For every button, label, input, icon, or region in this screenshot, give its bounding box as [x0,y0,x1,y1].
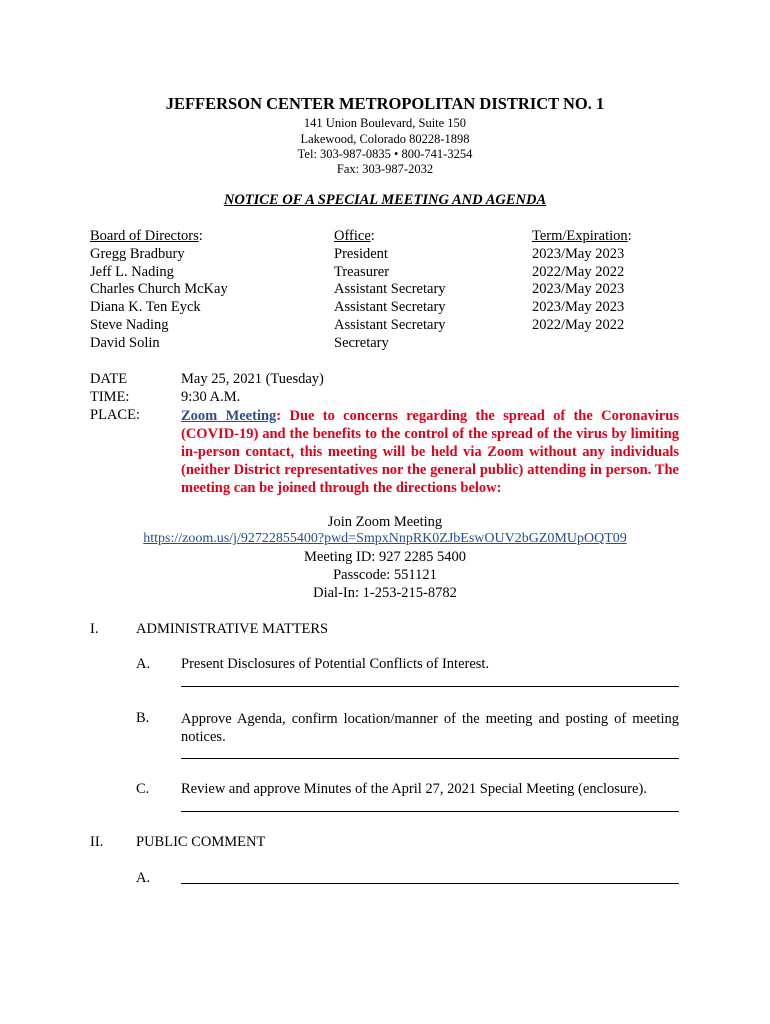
term-value: 2022/May 2022 [532,316,625,333]
office-title: Assistant Secretary [334,299,446,316]
fax: Fax: 303-987-2032 [336,162,434,176]
term-value: 2023/May 2023 [532,245,625,262]
term-value: 2022/May 2022 [532,263,625,280]
term-value: 2023/May 2023 [532,299,625,316]
office-title: President [334,245,388,262]
director-name: Steve Nading [90,316,169,333]
meeting-id: Meeting ID: 927 2285 5400 [304,549,466,565]
section-2-number: II. [90,834,104,850]
item-a-letter: A. [136,656,151,672]
address-line-2: Lakewood, Colorado 80228-1898 [300,132,470,146]
item-2a-letter: A. [136,870,151,886]
zoom-url[interactable]: https://zoom.us/j/92722855400?pwd=SmpxNnpRK0ZJbEswOUV2bGZ0MUpOQT09 [143,531,627,546]
director-name: Gregg Bradbury [90,245,185,262]
section-1-title: ADMINISTRATIVE MATTERS [136,621,329,637]
item-c-text: Review and approve Minutes of the April 27, 2021 Special Meeting (enclosure). [181,781,647,797]
directors-header: Board of Directors: [90,228,203,244]
address-line-1: 141 Union Boulevard, Suite 150 [303,116,467,130]
item-c-letter: C. [136,781,150,797]
section-2-title: PUBLIC COMMENT [136,834,266,850]
district-title: JEFFERSON CENTER METROPOLITAN DISTRICT NO. 1 [165,94,605,113]
term-column [532,228,632,335]
term-header: Term/Expiration: [532,228,632,244]
section-1-number: I. [90,621,99,637]
place-details: Zoom Meeting: Due to concerns regarding the spread of the Coronavirus (COVID-19) and the benefits to the control of the spread of the virus by limiting in-person contact, this meeting will be held via Zoom without any individuals (neither District representatives nor the general public) attending in person. The meeting can be joined through the directions below: [181,408,680,496]
item-2a-rule [181,883,679,884]
item-a-text: Present Disclosures of Potential Conflicts of Interest. [181,656,490,672]
dial-in: Dial-In: 1-253-215-8782 [313,585,457,601]
item-c-rule [181,811,679,812]
telephone: Tel: 303-987-0835 • 800-741-3254 [297,147,473,161]
item-b-text: Approve Agenda, confirm location/manner of the meeting and posting of meeting notices. [181,711,679,745]
office-title: Treasurer [334,263,390,280]
item-b-rule [181,758,679,759]
notice-title: NOTICE OF A SPECIAL MEETING AND AGENDA [223,192,547,208]
date-value: May 25, 2021 (Tuesday) [181,371,324,387]
term-value: 2023/May 2023 [532,281,625,298]
zoom-heading: Join Zoom Meeting [327,514,443,530]
place-label: PLACE: [90,407,140,423]
item-a-rule [181,686,679,687]
office-title: Secretary [334,334,389,351]
zoom-meeting-link[interactable]: Zoom Meeting [181,408,277,424]
director-name: Charles Church McKay [90,281,228,298]
office-column [334,228,446,353]
office-header: Office: [334,228,375,244]
date-label: DATE [90,371,128,387]
director-name: Diana K. Ten Eyck [90,299,201,316]
time-value: 9:30 A.M. [181,389,241,405]
office-title: Assistant Secretary [334,316,446,333]
director-name: Jeff L. Nading [90,263,174,280]
director-name: David Solin [90,334,160,351]
office-title: Assistant Secretary [334,281,446,298]
covid-notice: Due to concerns regarding the spread of the Coronavirus (COVID-19) and the benefits to the control of the spread of the virus by limiting in-person contact, this meeting will be held via Zoom without any individuals (neither District representatives nor the general public) attending in person. The meeting can be joined through the directions below: [181,408,680,496]
passcode: Passcode: 551121 [333,567,437,583]
time-label: TIME: [90,389,130,405]
directors-column [90,228,228,353]
item-b-letter: B. [136,710,150,726]
